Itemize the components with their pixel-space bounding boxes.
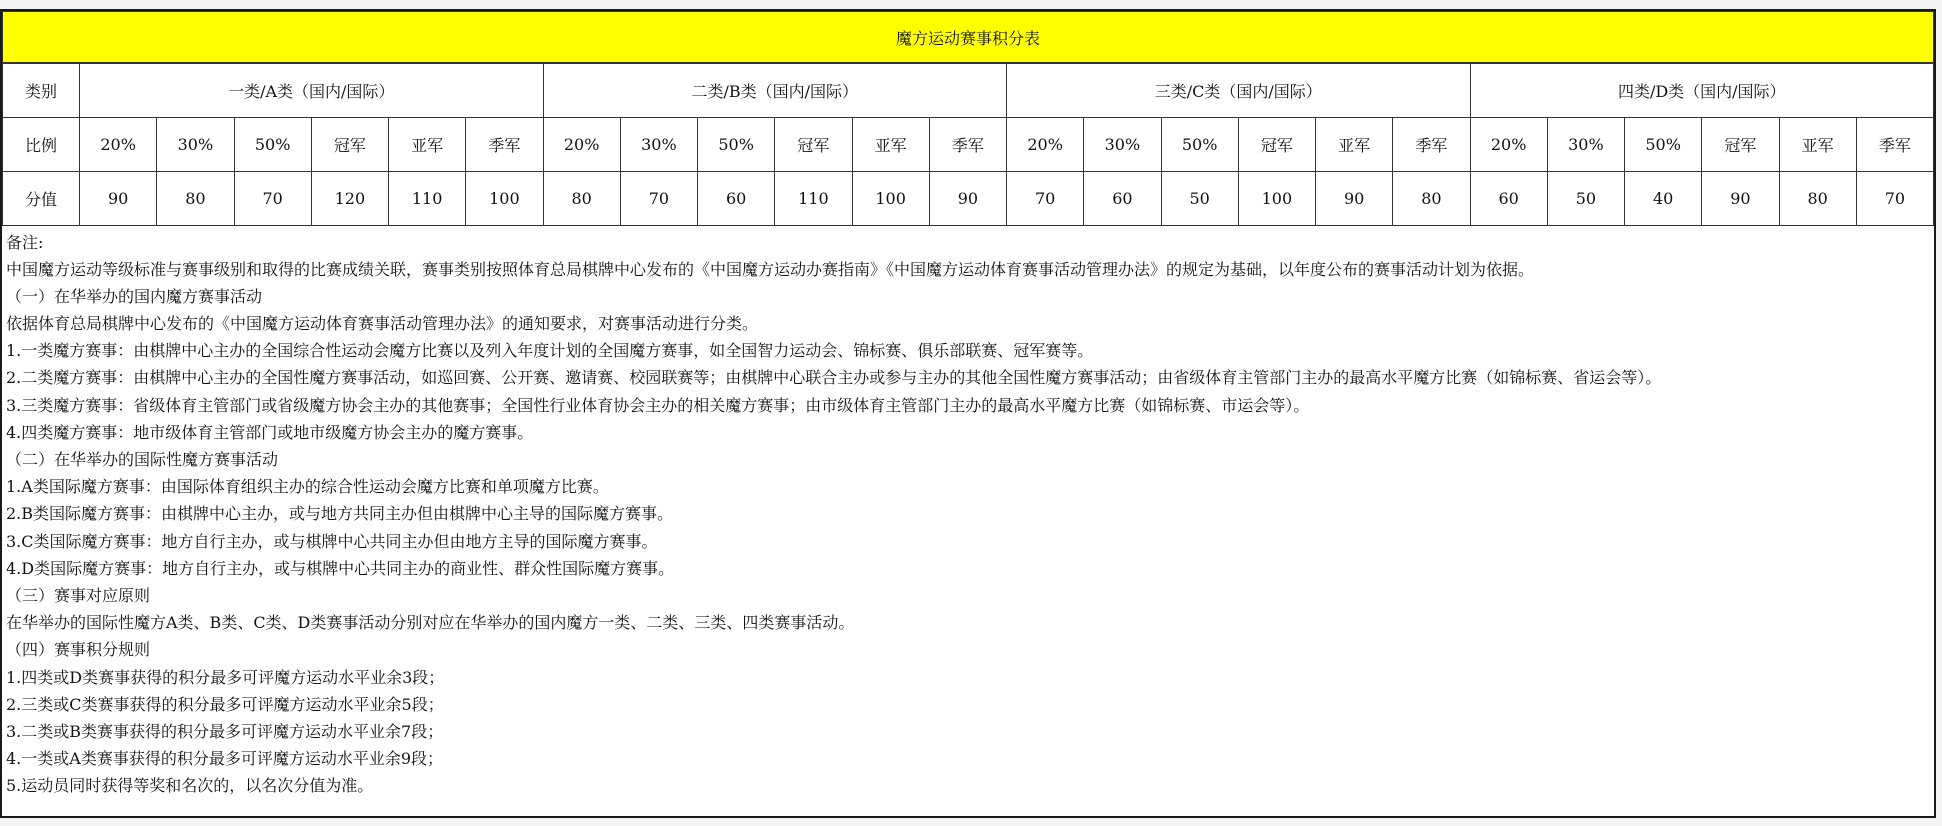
row-label-score: 分值 bbox=[3, 171, 80, 225]
score-cell: 80 bbox=[1393, 171, 1470, 225]
group-header-1: 一类/A类（国内/国际） bbox=[80, 63, 544, 117]
ratio-cell: 50% bbox=[1161, 117, 1238, 171]
score-cell: 100 bbox=[466, 171, 543, 225]
ratio-cell: 30% bbox=[1547, 117, 1624, 171]
score-cell: 90 bbox=[1702, 171, 1779, 225]
score-cell: 100 bbox=[1238, 171, 1315, 225]
group-header-4: 四类/D类（国内/国际） bbox=[1470, 63, 1934, 117]
notes-subheading: （三）赛事对应原则 bbox=[6, 585, 151, 605]
notes-subheading: （二）在华举办的国际性魔方赛事活动 bbox=[6, 450, 279, 469]
score-cell: 60 bbox=[1084, 171, 1161, 225]
notes-line: 4.四类魔方赛事：地市级体育主管部门或地市级魔方协会主办的魔方赛事。 bbox=[6, 422, 534, 442]
score-sheet bbox=[0, 9, 1936, 818]
score-cell: 80 bbox=[543, 171, 620, 225]
ratio-row bbox=[3, 117, 1934, 171]
notes-line: 2.三类或C类赛事获得的积分最多可评魔方运动水平业余5段； bbox=[6, 694, 444, 714]
score-cell: 40 bbox=[1625, 171, 1702, 225]
ratio-cell: 亚军 bbox=[1779, 117, 1856, 171]
notes-line: 2.二类魔方赛事：由棋牌中心主办的全国性魔方赛事活动，如巡回赛、公开赛、邀请赛、校园联赛等；由棋牌中心联合主办或参与主办的其他全国性魔方赛事活动；由省级体育主管部门主办的最高水平魔方比赛（如锦标赛、省运会等）。 bbox=[6, 368, 1662, 388]
notes-line: 在华举办的国际性魔方A类、B类、C类、D类赛事活动分别对应在华举办的国内魔方一类、二类、三类、四类赛事活动。 bbox=[6, 613, 855, 633]
ratio-cell: 20% bbox=[543, 117, 620, 171]
category-row bbox=[3, 63, 1934, 117]
ratio-cell: 30% bbox=[157, 117, 234, 171]
notes-line: 依据体育总局棋牌中心发布的《中国魔方运动体育赛事活动管理办法》的通知要求，对赛事活动进行分类。 bbox=[6, 314, 759, 334]
score-cell: 120 bbox=[311, 171, 388, 225]
score-cell: 60 bbox=[1470, 171, 1547, 225]
score-cell: 110 bbox=[389, 171, 466, 225]
score-cell: 70 bbox=[234, 171, 311, 225]
ratio-cell: 冠军 bbox=[1702, 117, 1779, 171]
notes-line: 1.一类魔方赛事：由棋牌中心主办的全国综合性运动会魔方比赛以及列入年度计划的全国魔方赛事，如全国智力运动会、锦标赛、俱乐部联赛、冠军赛等。 bbox=[6, 341, 1094, 361]
ratio-cell: 季军 bbox=[929, 117, 1006, 171]
ratio-cell: 季军 bbox=[466, 117, 543, 171]
score-cell: 70 bbox=[1856, 171, 1933, 225]
score-table bbox=[2, 11, 1934, 226]
score-cell: 70 bbox=[620, 171, 697, 225]
notes-line: 3.C类国际魔方赛事：地方自行主办，或与棋牌中心共同主办但由地方主导的国际魔方赛事。 bbox=[6, 531, 658, 551]
ratio-cell: 20% bbox=[80, 117, 157, 171]
score-cell: 70 bbox=[1007, 171, 1084, 225]
notes-subheading: （四）赛事积分规则 bbox=[6, 640, 151, 660]
notes-line: 3.二类或B类赛事获得的积分最多可评魔方运动水平业余7段； bbox=[6, 721, 444, 741]
score-cell: 80 bbox=[1779, 171, 1856, 225]
row-label-category: 类别 bbox=[3, 63, 80, 117]
notes-subheading: （一）在华举办的国内魔方赛事活动 bbox=[6, 286, 263, 306]
notes-line: 2.B类国际魔方赛事：由棋牌中心主办，或与地方共同主办但由棋牌中心主导的国际魔方赛事。 bbox=[6, 504, 674, 524]
score-cell: 110 bbox=[775, 171, 852, 225]
notes-line: 3.三类魔方赛事：省级体育主管部门或省级魔方协会主办的其他赛事；全国性行业体育协会主办的相关魔方赛事；由市级体育主管部门主办的最高水平魔方比赛（如锦标赛、市运会等）。 bbox=[6, 395, 1310, 415]
ratio-cell: 亚军 bbox=[1316, 117, 1393, 171]
row-label-ratio: 比例 bbox=[3, 117, 80, 171]
ratio-cell: 亚军 bbox=[852, 117, 929, 171]
notes-section bbox=[2, 226, 1934, 800]
score-cell: 60 bbox=[698, 171, 775, 225]
group-header-2: 二类/B类（国内/国际） bbox=[543, 63, 1007, 117]
table-title: 魔方运动赛事积分表 bbox=[3, 12, 1934, 64]
group-header-3: 三类/C类（国内/国际） bbox=[1007, 63, 1471, 117]
ratio-cell: 季军 bbox=[1856, 117, 1933, 171]
score-cell: 90 bbox=[1316, 171, 1393, 225]
notes-heading: 备注: bbox=[6, 232, 44, 252]
ratio-cell: 50% bbox=[234, 117, 311, 171]
ratio-cell: 冠军 bbox=[775, 117, 852, 171]
ratio-cell: 亚军 bbox=[389, 117, 466, 171]
ratio-cell: 50% bbox=[698, 117, 775, 171]
ratio-cell: 20% bbox=[1007, 117, 1084, 171]
notes-line: 中国魔方运动等级标准与赛事级别和取得的比赛成绩关联，赛事类别按照体育总局棋牌中心发布的《中国魔方运动办赛指南》《中国魔方运动体育赛事活动管理办法》的规定为基础，以年度公布的赛事活动计划为依据。 bbox=[6, 259, 1535, 279]
notes-line: 1.A类国际魔方赛事：由国际体育组织主办的综合性运动会魔方比赛和单项魔方比赛。 bbox=[6, 477, 609, 497]
ratio-cell: 50% bbox=[1625, 117, 1702, 171]
ratio-cell: 冠军 bbox=[311, 117, 388, 171]
notes-line: 5.运动员同时获得等奖和名次的，以名次分值为准。 bbox=[6, 776, 374, 796]
notes-line: 1.四类或D类赛事获得的积分最多可评魔方运动水平业余3段； bbox=[6, 667, 445, 687]
score-cell: 90 bbox=[80, 171, 157, 225]
score-cell: 100 bbox=[852, 171, 929, 225]
ratio-cell: 30% bbox=[620, 117, 697, 171]
ratio-cell: 冠军 bbox=[1238, 117, 1315, 171]
score-row bbox=[3, 171, 1934, 225]
score-cell: 80 bbox=[157, 171, 234, 225]
ratio-cell: 30% bbox=[1084, 117, 1161, 171]
score-cell: 50 bbox=[1161, 171, 1238, 225]
ratio-cell: 季军 bbox=[1393, 117, 1470, 171]
notes-line: 4.D类国际魔方赛事：地方自行主办，或与棋牌中心共同主办的商业性、群众性国际魔方赛事。 bbox=[6, 558, 675, 578]
ratio-cell: 20% bbox=[1470, 117, 1547, 171]
notes-line: 4.一类或A类赛事获得的积分最多可评魔方运动水平业余9段； bbox=[6, 749, 444, 769]
score-cell: 90 bbox=[929, 171, 1006, 225]
score-cell: 50 bbox=[1547, 171, 1624, 225]
